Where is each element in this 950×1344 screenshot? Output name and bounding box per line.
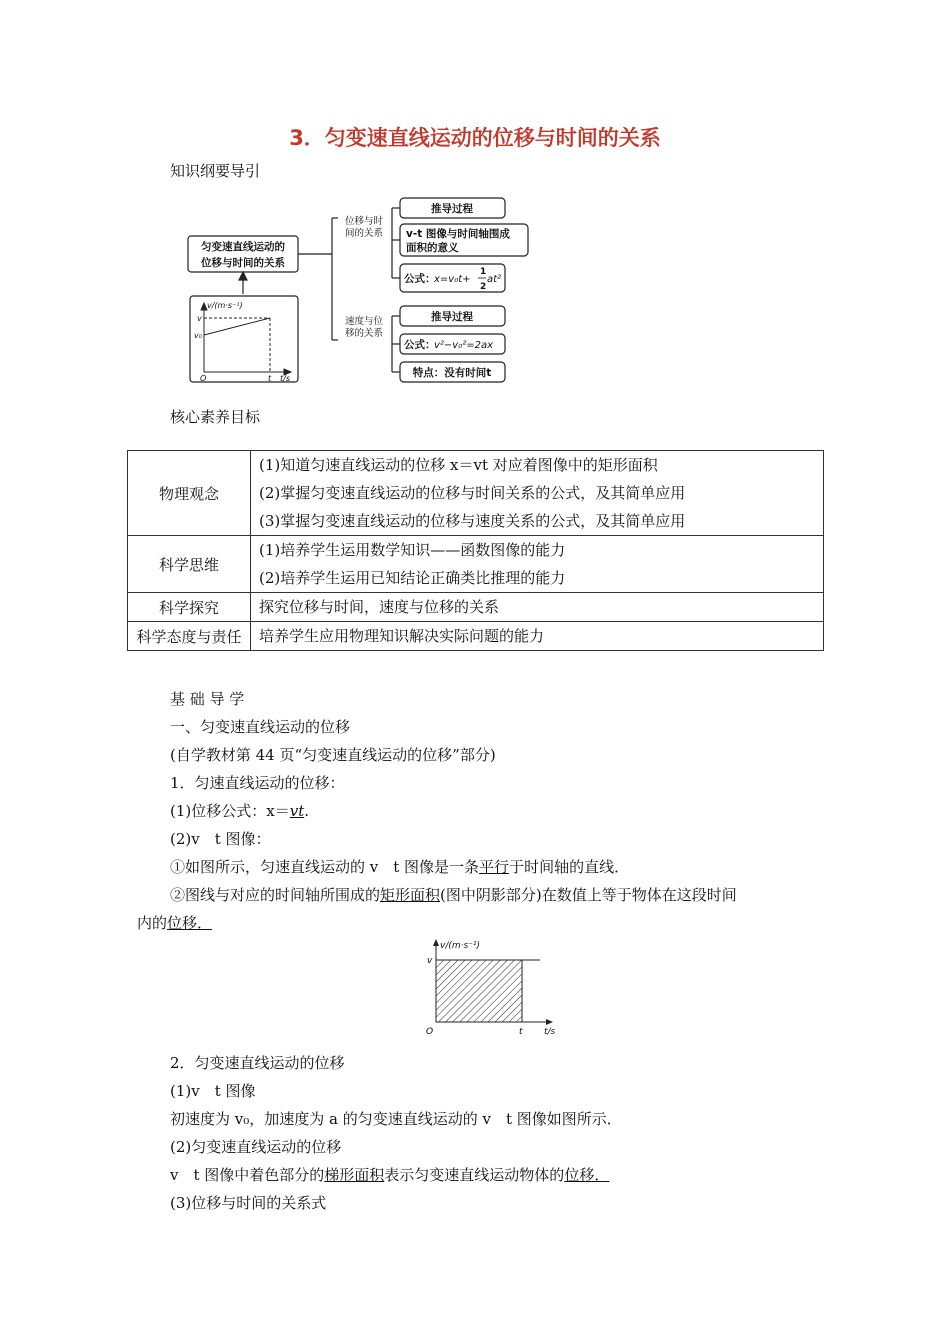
section-1-note: (自学教材第 44 页“匀变速直线运动的位移”部分) — [170, 746, 496, 764]
goal-cell — [251, 593, 824, 622]
basic-guide-heading: 基 础 导 学 — [170, 690, 245, 708]
table-row — [128, 593, 824, 622]
outline-heading: 知识纲要导引 — [170, 162, 261, 180]
goal-line: (3)掌握匀变速直线运动的位移与速度关系的公式，及其简单应用 — [259, 512, 686, 530]
para-2d-pre: v t 图像中着色部分的 — [170, 1166, 325, 1184]
para-1d-pre: ②图线与对应的时间轴所围成的 — [170, 886, 381, 904]
mindmap-branch-top-1: 位移与时 — [344, 216, 384, 227]
para-1c-pre: ①如图所示，匀速直线运动的 v t 图像是一条 — [170, 858, 480, 876]
para-1a-pre: (1)位移公式：x＝ — [170, 802, 290, 820]
mini-graph-t: t — [268, 374, 272, 383]
graph2-xlabel: t/s — [544, 1027, 556, 1037]
goal-cell — [251, 451, 824, 536]
answer-displacement: 位移． — [167, 914, 213, 932]
para-1d-post: (图中阴影部分)在数值上等于物体在这段时间 — [440, 886, 737, 904]
mindmap-formula-bottom: v²−v₀²=2ax — [434, 340, 494, 351]
answer-rect-area: 矩形面积 — [380, 886, 441, 904]
mindmap-central-line1: 匀变速直线运动的 — [201, 241, 285, 253]
para-2a: (1)v t 图像 — [170, 1082, 256, 1100]
para-1a — [170, 800, 309, 821]
uniform-vt-graph — [418, 936, 568, 1042]
answer-parallel: 平行 — [479, 858, 510, 876]
mindmap-central-line2: 位移与时间的关系 — [201, 257, 285, 269]
para-1e — [137, 912, 212, 933]
para-1b: (2)v t 图像： — [170, 830, 271, 848]
mini-graph-v0: v₀ — [194, 331, 202, 340]
para-2d-mid: 表示匀变速直线运动物体的 — [384, 1166, 565, 1184]
graph2-v: v — [427, 956, 433, 966]
para-1d — [170, 884, 737, 905]
mini-graph-origin: O — [200, 374, 207, 383]
mini-vt-graph — [201, 303, 291, 375]
mindmap-derive-bottom: 推导过程 — [431, 311, 473, 323]
mini-graph-v: v — [197, 314, 202, 323]
para-1c-post: 于时间轴的直线． — [509, 858, 630, 876]
goal-category: 科学态度与责任 — [128, 622, 251, 651]
para-1a-post: . — [304, 802, 310, 820]
goal-category: 科学探究 — [128, 593, 251, 622]
goal-line: (1)知道匀速直线运动的位移 x＝vt 对应着图像中的矩形面积 — [259, 456, 658, 474]
goal-line: (1)培养学生运用数学知识——函数图像的能力 — [259, 541, 566, 559]
mindmap-meaning-2: 面积的意义 — [406, 242, 459, 254]
table-row — [128, 622, 824, 651]
mindmap-branch-bottom-1: 速度与位 — [344, 316, 384, 327]
para-1c — [170, 856, 629, 877]
mindmap-formula-top: x=v₀t+ — [434, 274, 471, 285]
answer-displacement-2: 位移． — [564, 1166, 610, 1184]
graph2-ylabel: v/(m·s⁻¹) — [440, 941, 481, 951]
table-row — [128, 536, 824, 593]
page-title: 3．匀变速直线运动的位移与时间的关系 — [289, 126, 661, 150]
table-row — [128, 451, 824, 536]
goal-cell — [251, 536, 824, 593]
graph2-origin: O — [426, 1027, 434, 1037]
mindmap-meaning-1: v-t 图像与时间轴围成 — [406, 228, 510, 240]
answer-vt: vt — [289, 802, 305, 820]
mindmap-fraction-num: 1 — [480, 267, 487, 277]
mindmap-fraction-den: 2 — [480, 282, 487, 292]
goal-category: 物理观念 — [128, 451, 251, 536]
para-2: 2．匀变速直线运动的位移 — [170, 1054, 345, 1072]
goal-line: 探究位移与时间，速度与位移的关系 — [259, 598, 500, 616]
mindmap-feature: 特点：没有时间t — [412, 367, 492, 379]
para-2d — [170, 1164, 609, 1185]
graph2-t: t — [519, 1027, 523, 1037]
mindmap-formula-tail: at² — [487, 274, 502, 285]
mindmap-branch-bottom-2: 移的关系 — [344, 328, 384, 339]
para-1: 1．匀速直线运动的位移： — [170, 774, 345, 792]
mini-graph-xlabel: t/s — [280, 374, 290, 383]
goal-line: 培养学生应用物理知识解决实际问题的能力 — [259, 627, 545, 645]
answer-trapezoid-area: 梯形面积 — [324, 1166, 385, 1184]
mindmap-formula-prefix-bottom: 公式： — [404, 339, 436, 351]
section-1-heading: 一、匀变速直线运动的位移 — [170, 718, 351, 736]
para-2b: 初速度为 v₀，加速度为 a 的匀变速直线运动的 v t 图像如图所示． — [170, 1110, 622, 1128]
goal-category: 科学思维 — [128, 536, 251, 593]
goal-line: (2)掌握匀变速直线运动的位移与时间关系的公式，及其简单应用 — [259, 484, 686, 502]
core-goals-table — [127, 450, 824, 651]
para-1e-pre: 内的 — [137, 914, 168, 932]
para-2c: (2)匀变速直线运动的位移 — [170, 1138, 342, 1156]
knowledge-mindmap — [180, 190, 540, 390]
para-2e: (3)位移与时间的关系式 — [170, 1194, 327, 1212]
displacement-area — [436, 960, 522, 1022]
mindmap-derive-top: 推导过程 — [431, 203, 473, 215]
mini-graph-ylabel: v/(m·s⁻¹) — [207, 301, 243, 310]
goal-line: (2)培养学生运用已知结论正确类比推理的能力 — [259, 569, 566, 587]
goal-cell — [251, 622, 824, 651]
mindmap-formula-prefix-top: 公式： — [404, 273, 436, 285]
goals-heading: 核心素养目标 — [170, 408, 261, 426]
mindmap-branch-top-2: 间的关系 — [344, 228, 384, 239]
